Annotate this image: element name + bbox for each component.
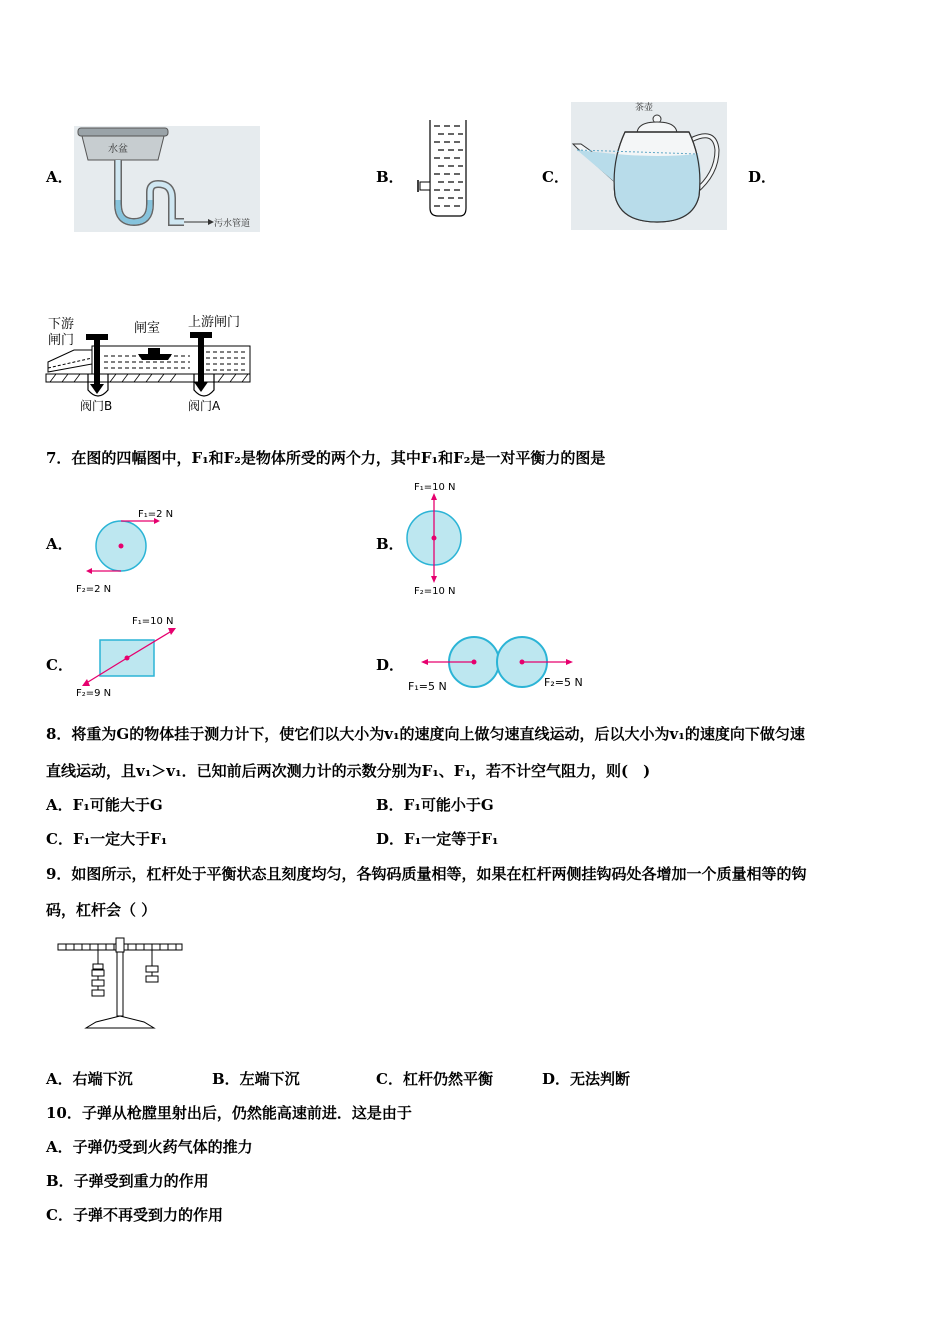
q6-basin-label: 水盆 xyxy=(108,144,128,155)
q9-option-a: A．右端下沉 xyxy=(46,1070,133,1088)
q6-shiplock-figure xyxy=(44,312,254,416)
q10-option-a: A．子弹仍受到火药气体的推力 xyxy=(46,1138,253,1156)
q7-d-f2-label: F₂=5 N xyxy=(544,676,583,689)
q6-sewer-label: 污水管道 xyxy=(214,219,251,229)
q10-option-b: B．子弹受到重力的作用 xyxy=(46,1172,209,1190)
q7-b-f2-label: F₂=10 N xyxy=(414,586,456,597)
q7-option-a-label: A． xyxy=(46,535,73,553)
q8-line-1: 8．将重为G的物体挂于测力计下，使它们以大小为v₁的速度向上做匀速直线运动，后以大小为v₁的速度向下做匀速 xyxy=(46,725,805,743)
q7-question-text: 7．在图的四幅图中，F₁和F₂是物体所受的两个力，其中F₁和F₂是一对平衡力的图是 xyxy=(46,449,606,467)
q6-lock-chamber: 闸室 xyxy=(134,321,161,336)
q9-option-c: C．杠杆仍然平衡 xyxy=(376,1070,493,1088)
q8-option-b: B．F₁可能小于G xyxy=(376,796,494,814)
q7-c-f2-label: F₂=9 N xyxy=(76,688,112,699)
q6-option-a-label: A． xyxy=(46,168,73,186)
q6-option-b-label: B． xyxy=(376,168,404,186)
q6-lock-downstream-2: 闸门 xyxy=(48,333,75,348)
q6-lock-upstream: 上游闸门 xyxy=(188,315,241,330)
q8-option-c: C．F₁一定大于F₁ xyxy=(46,830,168,848)
q7-a-f1-label: F₁=2 N xyxy=(138,509,174,520)
q7-option-b-label: B． xyxy=(376,535,404,553)
q7-b-f1-label: F₁=10 N xyxy=(414,482,456,493)
q6-option-c-label: C． xyxy=(542,168,569,186)
q7-option-b-figure xyxy=(404,478,494,600)
q7-c-f1-label: F₁=10 N xyxy=(132,616,174,627)
q9-line-1: 9．如图所示，杠杆处于平衡状态且刻度均匀，各钩码质量相等，如果在杠杆两侧挂钩码处各增加一个质量相等的钩 xyxy=(46,865,807,883)
q6-container-figure xyxy=(408,116,468,220)
q10-question-text: 10．子弹从枪膛里射出后，仍然能高速前进．这是由于 xyxy=(46,1104,412,1122)
q6-valve-a: 阀门A xyxy=(188,399,221,413)
q7-a-f2-label: F₂=2 N xyxy=(76,584,112,595)
q8-option-d: D．F₁一定等于F₁ xyxy=(376,830,499,848)
q6-valve-b: 阀门B xyxy=(80,399,113,413)
q7-option-c-label: C． xyxy=(46,656,73,674)
q9-line-2: 码，杠杆会（ ） xyxy=(46,901,157,919)
q9-option-d: D．无法判断 xyxy=(542,1070,631,1088)
q7-option-d-label: D． xyxy=(376,656,405,674)
q9-lever-figure xyxy=(56,936,186,1034)
q6-teapot-figure xyxy=(571,102,727,230)
q7-d-f1-label: F₁=5 N xyxy=(408,680,447,693)
q6-option-d-label: D． xyxy=(748,168,777,186)
q6-lock-downstream-1: 下游 xyxy=(48,317,75,332)
q8-line-2: 直线运动，且v₁＞v₁．已知前后两次测力计的示数分别为F₁、F₁，若不计空气阻力，则( ) xyxy=(46,762,651,780)
q7-option-a-figure xyxy=(74,504,190,596)
q7-option-c-figure xyxy=(74,612,190,702)
q7-option-d-figure xyxy=(404,634,604,698)
q8-option-a: A．F₁可能大于G xyxy=(46,796,163,814)
q6-basin-figure xyxy=(74,126,260,232)
q6-teapot-label: 茶壶 xyxy=(635,103,654,113)
q9-option-b: B．左端下沉 xyxy=(212,1070,300,1088)
q10-option-c: C．子弹不再受到力的作用 xyxy=(46,1206,223,1224)
